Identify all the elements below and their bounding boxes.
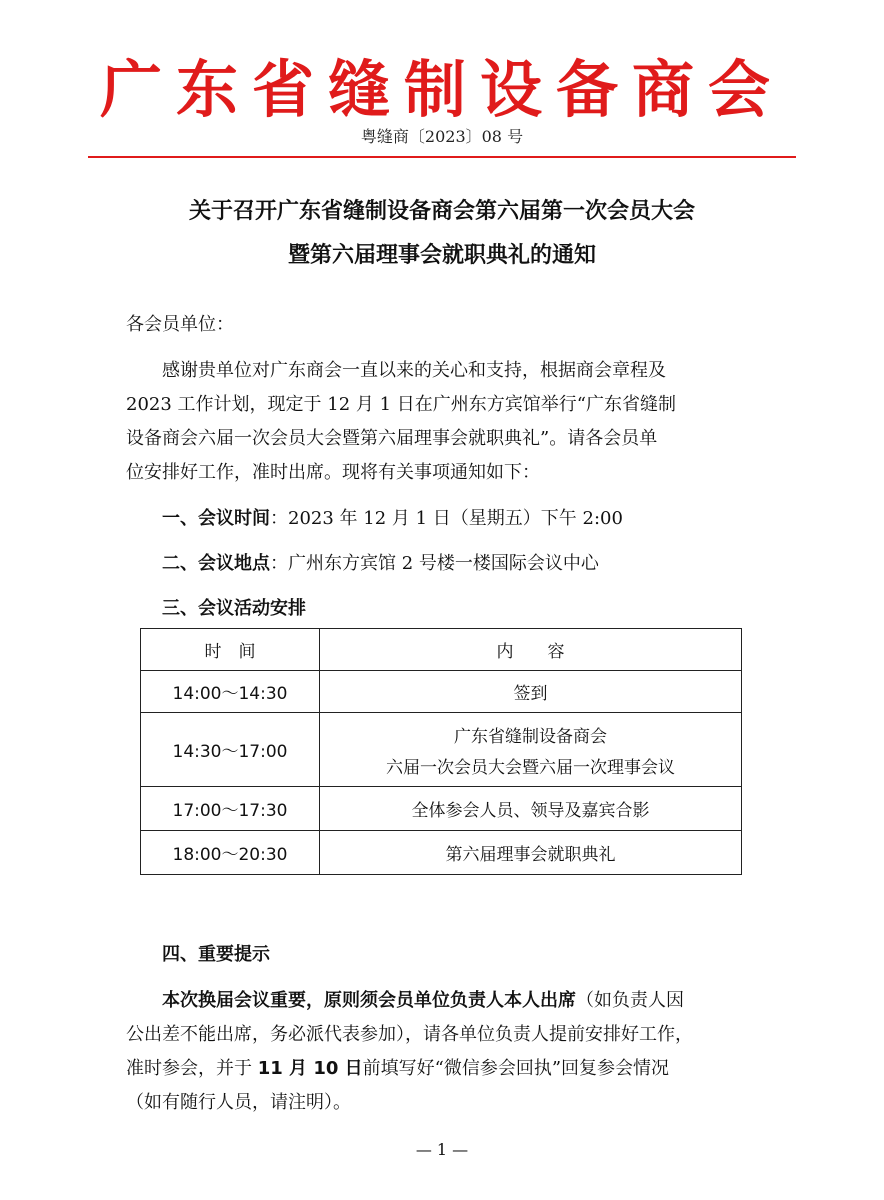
row-content: 签到 <box>320 671 742 713</box>
meeting-time-label: 一、会议时间 <box>162 508 270 529</box>
header-content: 内 容 <box>320 629 742 671</box>
meeting-time <box>162 504 802 530</box>
notice-line-1 <box>162 986 802 1012</box>
schedule-table <box>140 628 742 875</box>
schedule-heading: 三、会议活动安排 <box>162 598 306 619</box>
intro-line-4: 位安排好工作，准时出席。现将有关事项通知如下： <box>126 462 540 483</box>
row-time: 14:30～17:00 <box>141 713 320 787</box>
table-row <box>141 671 742 713</box>
meeting-place-value: ：广州东方宾馆 2 号楼一楼国际会议中心 <box>270 553 599 574</box>
meeting-place-label: 二、会议地点 <box>162 553 270 574</box>
header-time: 时 间 <box>141 629 320 671</box>
notice-line-4: （如有随行人员，请注明）。 <box>126 1092 351 1113</box>
row-time: 17:00～17:30 <box>141 787 320 831</box>
intro-line-3: 设备商会六届一次会员大会暨第六届理事会就职典礼”。请各会员单 <box>126 428 658 449</box>
table-row <box>141 831 742 875</box>
red-divider <box>88 156 796 158</box>
row-content: 全体参会人员、领导及嘉宾合影 <box>320 787 742 831</box>
org-masthead: 广东省缝制设备商会 <box>99 53 784 126</box>
row-content <box>320 713 742 787</box>
notice-deadline: 11 月 10 日 <box>257 1058 363 1079</box>
notice-title-line-2: 暨第六届理事会就职典礼的通知 <box>287 243 596 268</box>
notice-emphasis: 本次换届会议重要，原则须会员单位负责人本人出席 <box>162 990 576 1011</box>
document-number: 粤缝商〔2023〕08 号 <box>360 127 524 146</box>
row-time: 14:00～14:30 <box>141 671 320 713</box>
notice-line-3 <box>126 1054 766 1080</box>
table-row <box>141 713 742 787</box>
row-content: 第六届理事会就职典礼 <box>320 831 742 875</box>
notice-line-2: 公出差不能出席，务必派代表参加），请各单位负责人提前安排好工作， <box>126 1024 693 1045</box>
table-header-row <box>141 629 742 671</box>
notice-heading: 四、重要提示 <box>162 944 270 965</box>
meeting-time-value: ：2023 年 12 月 1 日（星期五）下午 2:00 <box>270 508 623 529</box>
intro-line-1: 感谢贵单位对广东商会一直以来的关心和支持，根据商会章程及 <box>162 360 666 381</box>
intro-line-2: 2023 工作计划，现定于 12 月 1 日在广州东方宾馆举行“广东省缝制 <box>126 394 676 415</box>
notice-line-3-b: 前填写好“微信参会回执”回复参会情况 <box>362 1058 670 1079</box>
meeting-place <box>162 549 802 575</box>
row-time: 18:00～20:30 <box>141 831 320 875</box>
notice-title-line-1: 关于召开广东省缝制设备商会第六届第一次会员大会 <box>188 199 695 224</box>
row-content-line-2: 六届一次会员大会暨六届一次理事会议 <box>386 757 675 778</box>
notice-line-1-rest: （如负责人因 <box>576 990 684 1011</box>
table-row <box>141 787 742 831</box>
notice-line-3-a: 准时参会，并于 <box>126 1058 258 1079</box>
row-content-line-1: 广东省缝制设备商会 <box>454 726 607 747</box>
salutation: 各会员单位： <box>126 314 234 335</box>
page-number: — 1 — <box>415 1140 469 1159</box>
